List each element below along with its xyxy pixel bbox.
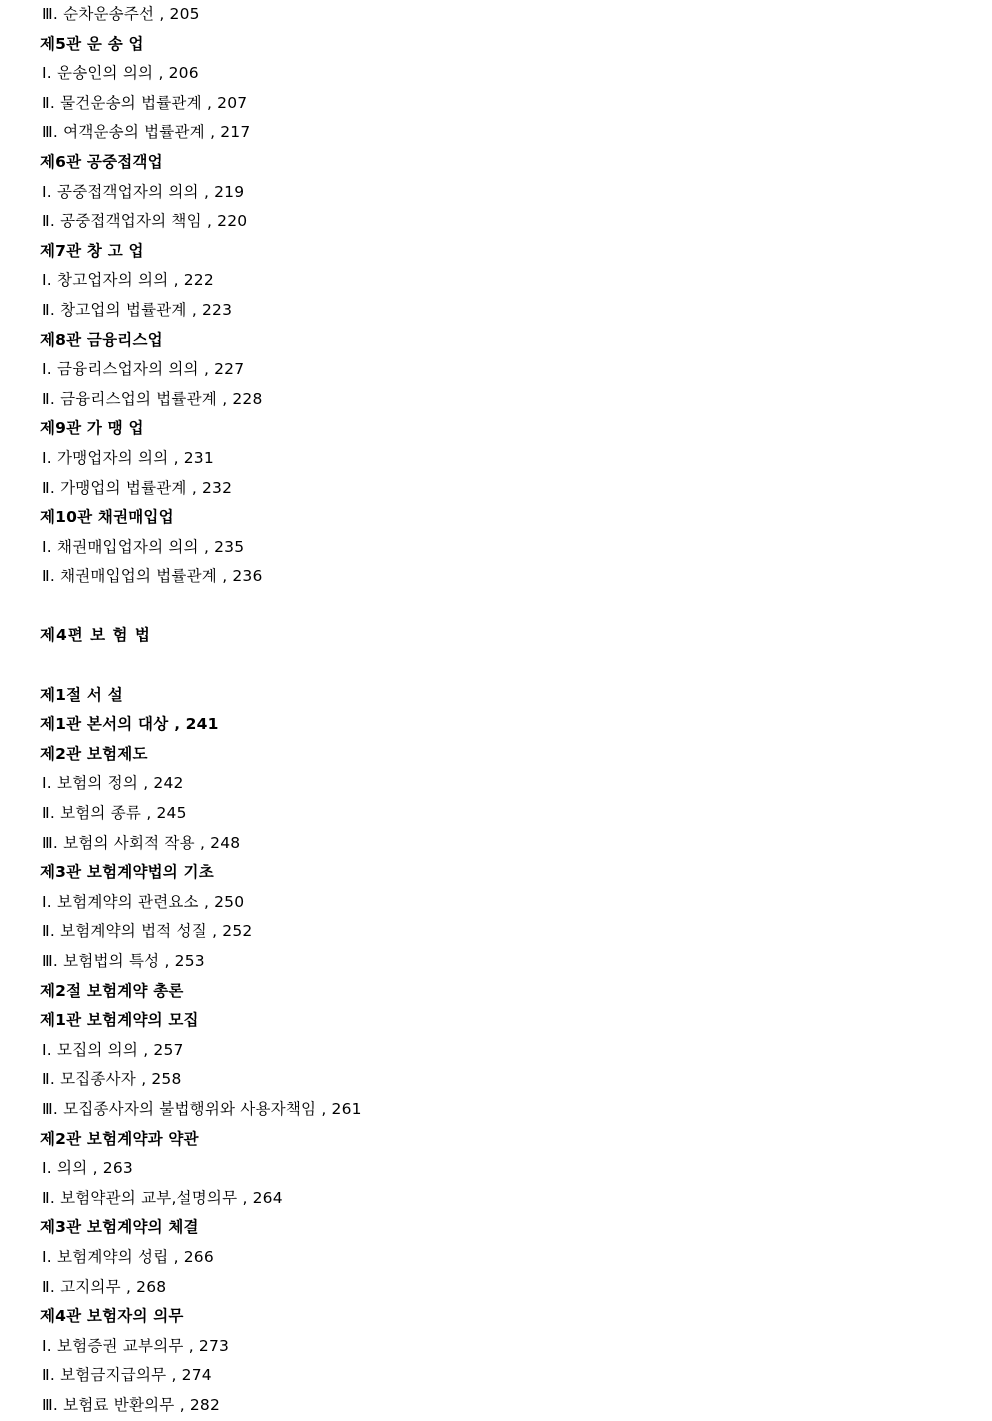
toc-entry: Ⅰ. 의의 ‚ 263 <box>42 1159 133 1178</box>
toc-entry: Ⅱ. 고지의무 ‚ 268 <box>42 1277 167 1296</box>
toc-spacer <box>40 651 952 681</box>
toc-part-heading: 제4편 보 험 법 <box>40 626 151 645</box>
toc-entry: Ⅰ. 가맹업자의 의의 ‚ 231 <box>42 448 214 467</box>
toc-entry: Ⅱ. 보험계약의 법적 성질 ‚ 252 <box>42 922 253 941</box>
toc-section-heading: 제5관 운 송 업 <box>40 34 144 53</box>
toc-section-heading: 제3관 보험계약법의 기초 <box>40 863 214 882</box>
toc-entry: Ⅰ. 운송인의 의의 ‚ 206 <box>42 64 199 83</box>
toc-section-heading: 제1절 서 설 <box>40 685 123 704</box>
toc-entry: Ⅱ. 채권매입업의 법률관계 ‚ 236 <box>42 567 263 586</box>
toc-section-heading: 제10관 채권매입업 <box>40 508 174 527</box>
toc-section-heading: 제3관 보험계약의 체결 <box>40 1218 199 1237</box>
toc-entry: Ⅰ. 모집의 의의 ‚ 257 <box>42 1040 184 1059</box>
toc-entry: Ⅱ. 공중접객업자의 책임 ‚ 220 <box>42 212 248 231</box>
toc-section-heading: 제4관 보험자의 의무 <box>40 1307 184 1326</box>
toc-entry: Ⅰ. 보험계약의 성립 ‚ 266 <box>42 1247 214 1266</box>
toc-entry: Ⅲ. 여객운송의 법률관계 ‚ 217 <box>42 123 251 142</box>
toc-entry: Ⅲ. 보험법의 특성 ‚ 253 <box>42 952 205 970</box>
toc-entry: Ⅱ. 모집종사자 ‚ 258 <box>42 1070 182 1089</box>
toc-section-heading: 제2관 보험제도 <box>40 744 148 763</box>
toc-entry: Ⅲ. 모집종사자의 불법행위와 사용자책임 ‚ 261 <box>42 1099 362 1118</box>
toc-entry: Ⅰ. 금융리스업자의 의의 ‚ 227 <box>42 360 245 379</box>
toc-entry: Ⅰ. 보험증권 교부의무 ‚ 273 <box>42 1336 230 1355</box>
toc-section-heading: 제2관 보험계약과 약관 <box>40 1129 199 1148</box>
toc-entry: Ⅲ. 보험의 사회적 작용 ‚ 248 <box>42 833 241 852</box>
toc-section-heading: 제9관 가 맹 업 <box>40 419 144 438</box>
toc-section-heading: 제6관 공중접객업 <box>40 152 163 171</box>
toc-section-heading: 제1관 보험계약의 모집 <box>40 1011 199 1030</box>
toc-section-heading: 제2절 보험계약 총론 <box>40 981 184 1000</box>
toc-entry: Ⅱ. 창고업의 법률관계 ‚ 223 <box>42 300 233 319</box>
toc-entry: Ⅱ. 가맹업의 법률관계 ‚ 232 <box>42 478 233 497</box>
toc-entry: Ⅱ. 보험약관의 교부‚설명의무 ‚ 264 <box>42 1188 283 1207</box>
toc-entry: Ⅰ. 창고업자의 의의 ‚ 222 <box>42 271 214 290</box>
toc-section-heading: 제8관 금융리스업 <box>40 330 163 349</box>
toc-entry: Ⅰ. 보험계약의 관련요소 ‚ 250 <box>42 892 245 911</box>
toc-entry: Ⅰ. 공중접객업자의 의의 ‚ 219 <box>42 182 245 201</box>
toc-section-heading: 제1관 본서의 대상 ‚ 241 <box>40 715 219 734</box>
toc-entry: Ⅱ. 금융리스업의 법률관계 ‚ 228 <box>42 389 263 408</box>
toc-entry: Ⅰ. 채권매입업자의 의의 ‚ 235 <box>42 537 245 556</box>
toc-entry: Ⅲ. 순차운송주선 ‚ 205 <box>42 5 200 23</box>
toc-entry: Ⅲ. 보험료 반환의무 ‚ 282 <box>42 1395 221 1414</box>
toc-section-heading: 제7관 창 고 업 <box>40 241 144 260</box>
toc-entry: Ⅱ. 보험금지급의무 ‚ 274 <box>42 1366 212 1385</box>
toc-entry: Ⅱ. 보험의 종류 ‚ 245 <box>42 804 187 823</box>
toc-entry: Ⅰ. 보험의 정의 ‚ 242 <box>42 774 184 793</box>
table-of-contents <box>40 0 952 1421</box>
toc-spacer <box>40 592 952 622</box>
toc-entry: Ⅱ. 물건운송의 법률관계 ‚ 207 <box>42 93 248 112</box>
